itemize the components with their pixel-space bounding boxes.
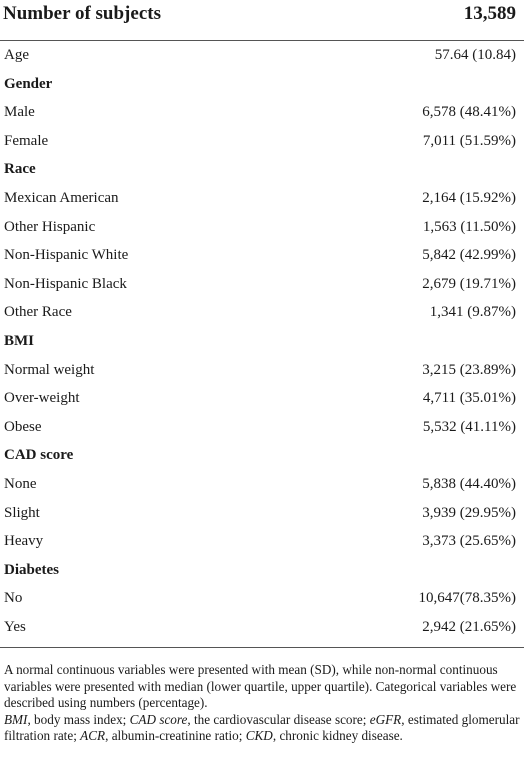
section-heading: Diabetes [4, 561, 59, 578]
row-value: 4,711 (35.01%) [422, 390, 516, 407]
table-row [0, 527, 524, 556]
section-row [0, 556, 524, 585]
row-value: 7,011 (51.59%) [422, 132, 516, 149]
row-label: Non-Hispanic White [4, 247, 129, 264]
section-row [0, 70, 524, 99]
footnote-abbreviations [4, 712, 520, 745]
row-label: Over-weight [4, 390, 80, 407]
row-label: Obese [4, 418, 42, 435]
table-footnote [0, 648, 524, 745]
table-body [0, 41, 524, 641]
table-row [0, 127, 524, 156]
table-bottom-rule [0, 641, 524, 648]
abbreviation-term: eGFR [369, 711, 402, 727]
table-row [0, 584, 524, 613]
row-label: Non-Hispanic Black [4, 275, 127, 292]
table-row [0, 413, 524, 442]
section-row [0, 441, 524, 470]
table-row [0, 41, 524, 70]
table-row [0, 499, 524, 528]
row-value: 2,679 (19.71%) [422, 275, 516, 292]
row-label: Mexican American [4, 189, 119, 206]
table-row [0, 613, 524, 642]
row-value: 3,939 (29.95%) [422, 504, 516, 521]
row-value: 57.64 (10.84) [434, 47, 516, 63]
row-label: Male [4, 104, 35, 121]
row-value: 1,341 (9.87%) [429, 304, 516, 321]
section-heading: Gender [4, 75, 53, 92]
table-row [0, 298, 524, 327]
table-row [0, 184, 524, 213]
row-label: Normal weight [4, 361, 95, 378]
abbreviation-definition: , body mass index; [27, 711, 130, 727]
abbreviation-term: CKD [245, 728, 273, 744]
section-row [0, 327, 524, 356]
header-value: 13,589 [463, 3, 516, 24]
abbreviation-term: CAD score [129, 711, 188, 727]
abbreviation-definition: , the cardiovascular disease score; [187, 711, 370, 727]
row-label: None [4, 475, 37, 492]
row-value: 5,842 (42.99%) [422, 247, 516, 264]
row-value: 3,373 (25.65%) [422, 533, 516, 550]
section-row [0, 155, 524, 184]
row-label: Age [4, 47, 29, 63]
row-label: Other Hispanic [4, 218, 96, 235]
abbreviation-term: BMI [4, 711, 28, 727]
section-heading: BMI [4, 332, 34, 349]
table-row [0, 241, 524, 270]
table-row [0, 384, 524, 413]
section-heading: CAD score [4, 447, 74, 464]
table-row [0, 213, 524, 242]
table-header [0, 0, 524, 41]
row-value: 6,578 (48.41%) [422, 104, 516, 121]
row-value: 5,838 (44.40%) [422, 475, 516, 492]
abbreviation-definition: , chronic kidney disease. [272, 728, 403, 744]
table-row [0, 356, 524, 385]
row-label: Other Race [4, 304, 72, 321]
row-value: 1,563 (11.50%) [422, 218, 516, 235]
footnote-note: A normal continuous variables were presented with mean (SD), while non-normal continuous variables were presented with median (lower quartile, upper quartile). Categorical variables were described using numbers (percentage). [4, 662, 517, 711]
row-label: Female [4, 132, 49, 149]
row-value: 3,215 (23.89%) [422, 361, 516, 378]
row-label: Slight [4, 504, 40, 521]
table-row [0, 98, 524, 127]
row-value: 5,532 (41.11%) [422, 418, 516, 435]
abbreviation-definition: , estimated glomerular filtration rate; [4, 711, 520, 744]
row-label: Yes [4, 618, 26, 635]
row-value: 2,942 (21.65%) [422, 618, 516, 635]
header-label: Number of subjects [3, 3, 161, 24]
row-label: Heavy [4, 533, 44, 550]
row-value: 2,164 (15.92%) [422, 189, 516, 206]
abbreviation-term: ACR [80, 728, 106, 744]
section-heading: Race [4, 161, 36, 178]
row-label: No [4, 590, 23, 607]
abbreviation-definition: , albumin-creatinine ratio; [105, 728, 246, 744]
row-value: 10,647(78.35%) [418, 590, 516, 607]
table-row [0, 470, 524, 499]
table-row [0, 270, 524, 299]
